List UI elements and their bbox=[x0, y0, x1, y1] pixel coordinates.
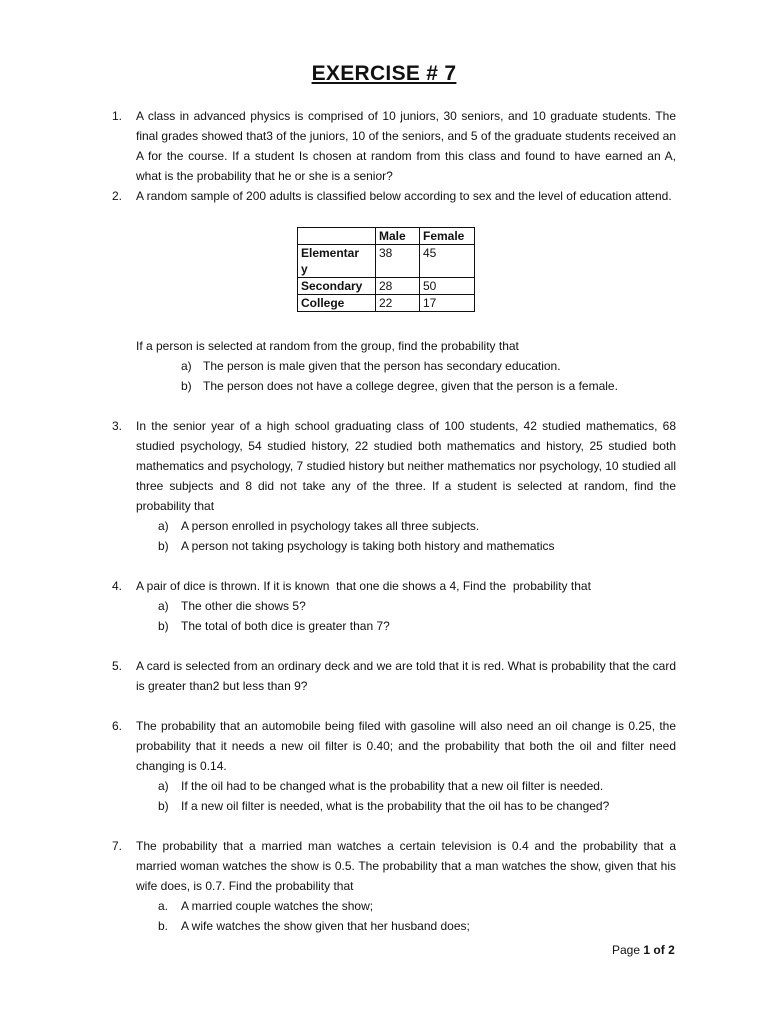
question-3-text: In the senior year of a high school graduating class of 100 students, 42 studied mathematics, 68 studied psychology, 54 studied history, 22 studied both mathematics and history, 25 studied both mathematics and psychology, 7 studied history but neither mathematics nor psychology, 10 studied all three subjects and 8 did not take any of the three. If a student is selected at random, find the probability that bbox=[136, 419, 676, 513]
question-5-number: 5. bbox=[112, 659, 123, 673]
table-cell: 17 bbox=[420, 295, 475, 312]
sub-marker: a. bbox=[158, 899, 169, 913]
table-row-label-text: Elementar y bbox=[301, 246, 360, 276]
question-4-text: A pair of dice is thrown. If it is known that one die shows a 4, Find the probability that bbox=[136, 579, 591, 593]
sub-question: If a new oil filter is needed, what is the probability that the oil has to be changed? bbox=[181, 799, 610, 813]
table-row-label: College bbox=[298, 295, 376, 312]
table-cell: 38 bbox=[376, 245, 420, 278]
current-page: 1 bbox=[643, 943, 651, 957]
of-word: of bbox=[653, 943, 665, 957]
question-4-number: 4. bbox=[112, 579, 123, 593]
question-7-number: 7. bbox=[112, 839, 123, 853]
total-pages: 2 bbox=[668, 943, 675, 957]
table-row bbox=[298, 295, 475, 312]
sub-question: The other die shows 5? bbox=[181, 599, 306, 613]
table-cell: 28 bbox=[376, 278, 420, 295]
table-header-cell: Female bbox=[420, 228, 475, 245]
page-number bbox=[612, 943, 675, 957]
education-table bbox=[297, 227, 475, 312]
sub-marker: b) bbox=[158, 539, 169, 553]
question-5-text: A card is selected from an ordinary deck and we are told that it is red. What is probability that the card is greater than2 but less than 9? bbox=[136, 659, 676, 693]
sub-marker: b) bbox=[158, 619, 169, 633]
table-row-label bbox=[298, 245, 376, 278]
question-2-text: A random sample of 200 adults is classified below according to sex and the level of education attend. bbox=[136, 189, 672, 203]
table-header-cell: Male bbox=[376, 228, 420, 245]
question-1-number: 1. bbox=[112, 109, 123, 123]
table-cell: 50 bbox=[420, 278, 475, 295]
question-3-number: 3. bbox=[112, 419, 123, 433]
sub-question: The person is male given that the person has secondary education. bbox=[203, 359, 561, 373]
question-6-text: The probability that an automobile being filed with gasoline will also need an oil change is 0.25, the probability that it needs a new oil filter is 0.40; and the probability that both the oil and filter need changing is 0.14. bbox=[136, 719, 676, 773]
page-word: Page bbox=[612, 943, 641, 957]
sub-question: A person enrolled in psychology takes all three subjects. bbox=[181, 519, 480, 533]
sub-question: If the oil had to be changed what is the probability that a new oil filter is needed. bbox=[181, 779, 604, 793]
sub-marker: b. bbox=[158, 919, 169, 933]
sub-marker: a) bbox=[158, 599, 169, 613]
table-cell: 45 bbox=[420, 245, 475, 278]
sub-question: A married couple watches the show; bbox=[181, 899, 374, 913]
table-row bbox=[298, 278, 475, 295]
sub-marker: b) bbox=[181, 379, 192, 393]
sub-marker: a) bbox=[181, 359, 192, 373]
question-2-lead: If a person is selected at random from the group, find the probability that bbox=[136, 339, 519, 353]
table-row-label: Secondary bbox=[298, 278, 376, 295]
question-1-text: A class in advanced physics is comprised of 10 juniors, 30 seniors, and 10 graduate students. The final grades showed that3 of the juniors, 10 of the seniors, and 5 of the graduate students received an A for the course. If a student Is chosen at random from this class and found to have earned an A, what is the probability that he or she is a senior? bbox=[136, 109, 676, 183]
table-header-cell bbox=[298, 228, 376, 245]
table-cell: 22 bbox=[376, 295, 420, 312]
sub-question: A person not taking psychology is taking both history and mathematics bbox=[181, 539, 555, 553]
sub-marker: b) bbox=[158, 799, 169, 813]
question-2-number: 2. bbox=[112, 189, 123, 203]
question-6-number: 6. bbox=[112, 719, 123, 733]
sub-question: The total of both dice is greater than 7? bbox=[181, 619, 390, 633]
page-title: EXERCISE # 7 bbox=[311, 62, 457, 85]
sub-question: A wife watches the show given that her husband does; bbox=[181, 919, 470, 933]
sub-question: The person does not have a college degree, given that the person is a female. bbox=[203, 379, 618, 393]
sub-marker: a) bbox=[158, 519, 169, 533]
question-7-text: The probability that a married man watches a certain television is 0.4 and the probability that a married woman watches the show is 0.5. The probability that a man watches the show, given that his wife does, is 0.7. Find the probability that bbox=[136, 839, 676, 893]
table-header-row bbox=[298, 228, 475, 245]
sub-marker: a) bbox=[158, 779, 169, 793]
table-row bbox=[298, 245, 475, 278]
